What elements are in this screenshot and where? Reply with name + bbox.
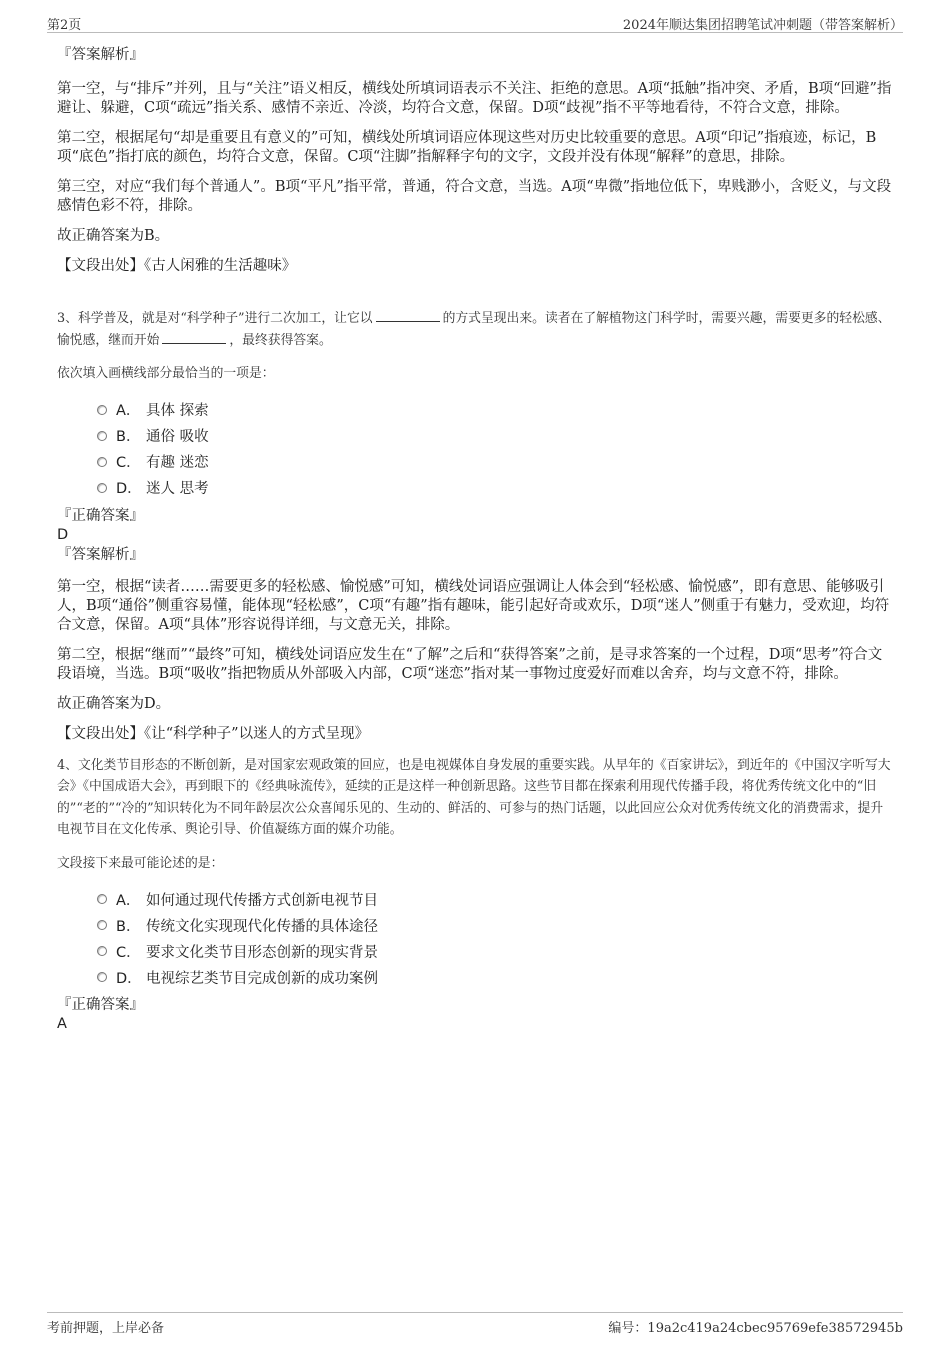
- options-list: [97, 397, 895, 501]
- correct-answer-label: 『正确答案』: [57, 507, 144, 524]
- correct-answer: D: [57, 526, 69, 543]
- question-stem: 4、文化类节目形态的不断创新，是对国家宏观政策的回应，也是电视媒体自身发展的重要实践。从早年的《百家讲坛》，到近年的《中国汉字听写大会》《中国成语大会》，再到眼下的《经典咏流传》，延续的正是这样一种创新思路。这些节目都在探索利用现代传播手段，将优秀传统文化中的“旧的”“老的”“冷的”知识转化为不同年龄层次公众喜闻乐见的、生动的、鲜活的、可参与的热门话题，以此回应公众对优秀传统文化的消费需求，提升电视节目在文化传承、舆论引导、价值凝练方面的媒介功能。: [57, 757, 891, 837]
- radio-icon[interactable]: [97, 894, 107, 904]
- document-code: 编号：19a2c419a24cbec95769efe38572945b: [608, 1321, 903, 1336]
- options-list: [97, 886, 895, 990]
- option-a[interactable]: A． 如何通过现代传播方式创新电视节目: [97, 886, 895, 912]
- page-header: [47, 12, 903, 33]
- page-number: 第2页: [47, 18, 82, 33]
- conclusion: 故正确答案为B。: [57, 228, 170, 244]
- radio-icon[interactable]: [97, 946, 107, 956]
- radio-icon[interactable]: [97, 457, 107, 467]
- source: 【文段出处】《让“科学种子”以迷人的方式呈现》: [57, 725, 370, 742]
- document-title: 2024年顺达集团招聘笔试冲刺题（带答案解析）: [622, 18, 903, 33]
- radio-icon[interactable]: [97, 431, 107, 441]
- option-c[interactable]: C． 要求文化类节目形态创新的现实背景: [97, 938, 895, 964]
- radio-icon[interactable]: [97, 920, 107, 930]
- analysis-paragraph: 第二空，根据“继而”“最终”可知，横线处词语应发生在“了解”之后和“获得答案”之前，是寻求答案的一个过程，D项“思考”符合文段语境，当选。B项“吸收”指把物质从外部吸入内部，C项“迷恋”指对某一事物过度爱好而难以舍弃，均与文意不符，排除。: [57, 646, 883, 682]
- question-4: [57, 755, 895, 1034]
- analysis-label: 『答案解析』: [57, 47, 144, 63]
- question-3: [57, 308, 895, 744]
- correct-answer-label: 『正确答案』: [57, 997, 144, 1013]
- radio-icon[interactable]: [97, 972, 107, 982]
- question-stem: 3、科学普及，就是对“科学种子”进行二次加工，让它以 的方式呈现出来。读者在了解植物这门科学时，需要兴趣，需要更多的轻松感、愉悦感，继而开始 ，最终获得答案。: [57, 308, 895, 351]
- question-prompt: 文段接下来最可能论述的是：: [57, 855, 224, 871]
- analysis-paragraph: 第一空，与“排斥”并列，且与“关注”语义相反，横线处所填词语表示不关注、拒绝的意思。A项“抵触”指冲突、矛盾，B项“回避”指避让、躲避，C项“疏远”指关系、感情不亲近、冷淡，均符合文意，保留。D项“歧视”指不平等地看待，不符合文意，排除。: [57, 81, 892, 116]
- source: 【文段出处】《古人闲雅的生活趣味》: [57, 258, 297, 274]
- question-prompt: 依次填入画横线部分最恰当的一项是：: [57, 366, 275, 381]
- option-d[interactable]: D． 迷人 思考: [97, 475, 895, 501]
- option-d[interactable]: D． 电视综艺类节目完成创新的成功案例: [97, 964, 895, 990]
- radio-icon[interactable]: [97, 405, 107, 415]
- option-b[interactable]: B． 传统文化实现现代化传播的具体途径: [97, 912, 895, 938]
- option-b[interactable]: B． 通俗 吸收: [97, 423, 895, 449]
- document-body: [57, 46, 895, 1033]
- analysis-paragraph: 第二空，根据尾句“却是重要且有意义的”可知，横线处所填词语应体现这些对历史比较重要的意思。A项“印记”指痕迹，标记，B项“底色”指打底的颜色，均符合文意，保留。C项“注脚”指解释字句的文字，文段并没有体现“解释”的意思，排除。: [57, 130, 877, 165]
- option-a[interactable]: A． 具体 探索: [97, 397, 895, 423]
- page-footer: [47, 1312, 903, 1335]
- radio-icon[interactable]: [97, 483, 107, 493]
- blank-line: [376, 308, 440, 322]
- correct-answer: A: [57, 1016, 67, 1032]
- analysis-paragraph: 第三空，对应“我们每个普通人”。B项“平凡”指平常，普通，符合文意，当选。A项“卑微”指地位低下，卑贱渺小，含贬义，与文段感情色彩不符，排除。: [57, 179, 892, 214]
- analysis-label: 『答案解析』: [57, 546, 144, 563]
- footer-slogan: 考前押题，上岸必备: [47, 1321, 165, 1336]
- blank-line: [162, 330, 226, 344]
- analysis-paragraph: 第一空，根据“读者……需要更多的轻松感、愉悦感”可知，横线处词语应强调让人体会到“轻松感、愉悦感”，即有意思、能够吸引人，B项“通俗”侧重容易懂，能体现“轻松感”，C项“有趣”指有趣味，能引起好奇或欢乐，D项“迷人”侧重于有魅力，受欢迎，均符合文意，保留。A项“具体”形容说得详细，与文意无关，排除。: [57, 578, 890, 633]
- conclusion: 故正确答案为D。: [57, 695, 171, 712]
- option-c[interactable]: C． 有趣 迷恋: [97, 449, 895, 475]
